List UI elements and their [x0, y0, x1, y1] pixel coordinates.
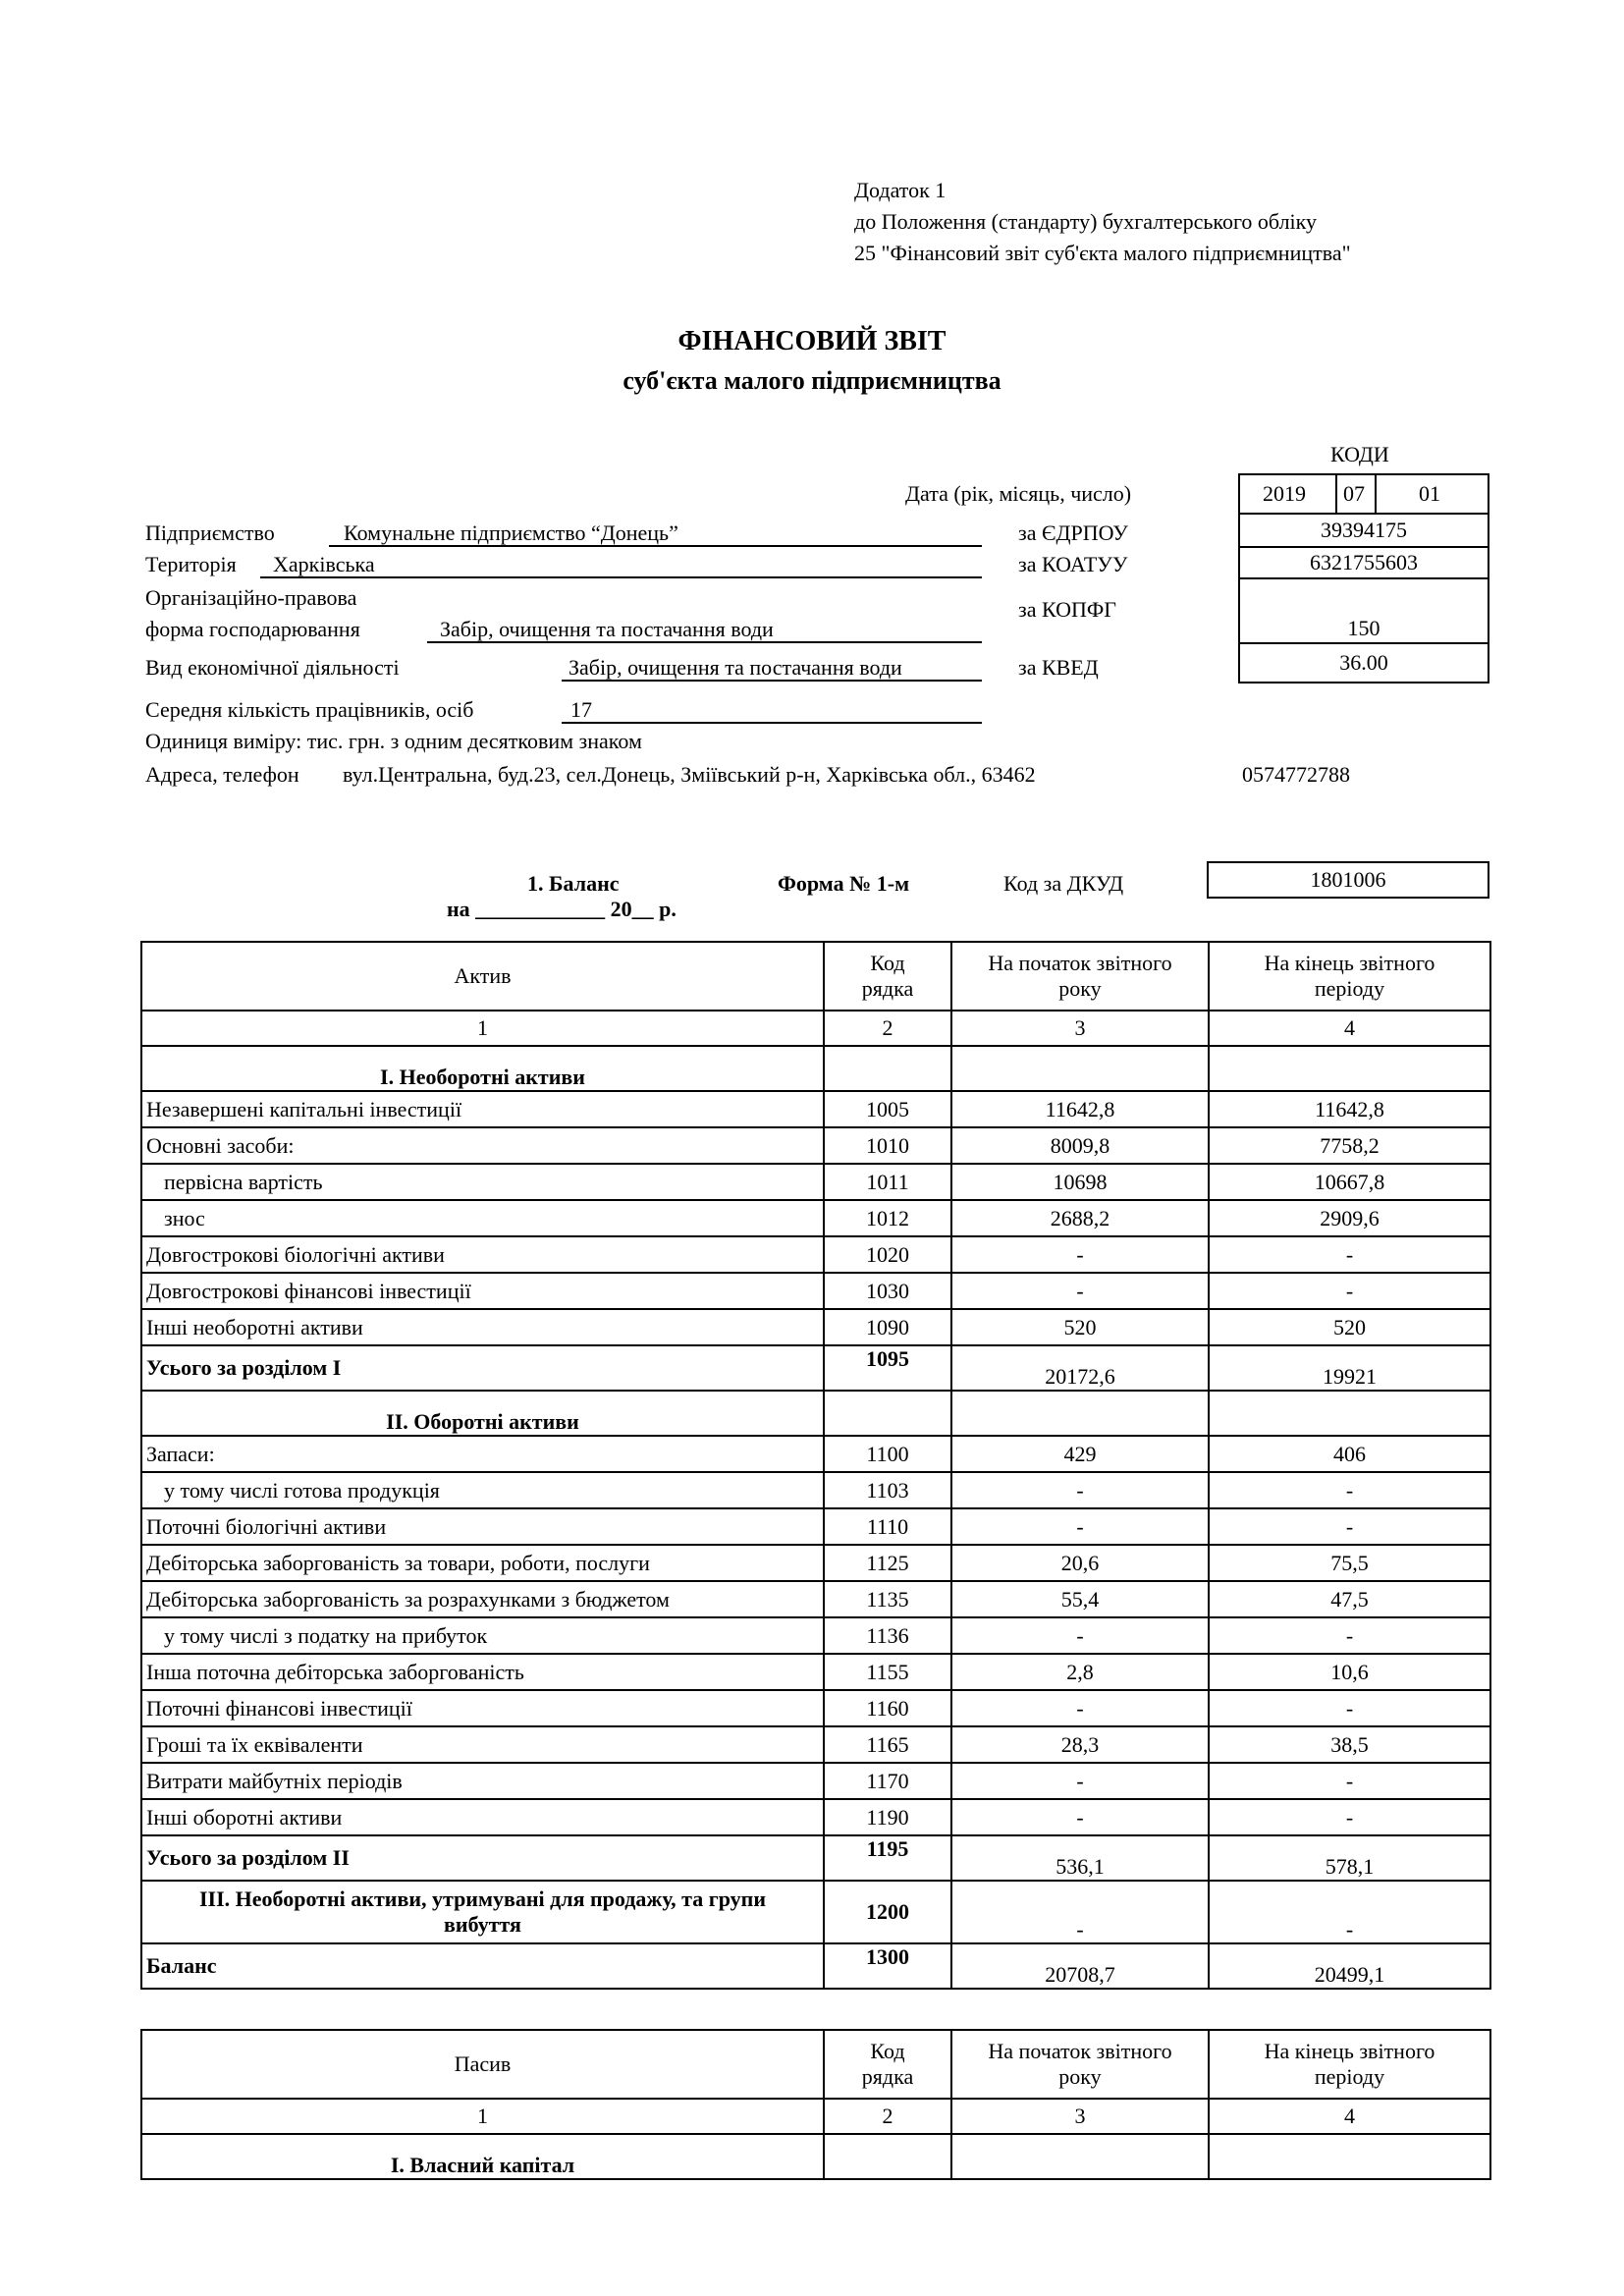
- table-header-row: [141, 942, 1490, 1011]
- row-value-end: [1209, 2134, 1490, 2179]
- row-value-start: 429: [951, 1436, 1209, 1472]
- table-row: [141, 1236, 1490, 1273]
- row-value-end: 38,5: [1209, 1726, 1490, 1763]
- row-value-end: [1209, 1391, 1490, 1436]
- row-name: Гроші та їх еквіваленти: [141, 1726, 824, 1763]
- dkud-box: [1207, 861, 1489, 899]
- row-value-end: 520: [1209, 1309, 1490, 1345]
- date-month: 07: [1343, 481, 1365, 506]
- balance-title: 1. Баланс: [527, 871, 620, 896]
- header-name: Актив: [141, 942, 824, 1011]
- header-start: На початок звітного року: [951, 942, 1209, 1011]
- row-code: 1100: [824, 1436, 951, 1472]
- row-code: 1103: [824, 1472, 951, 1508]
- row-code: 1095: [824, 1345, 951, 1391]
- employees-value: 17: [570, 697, 592, 722]
- row-value-start: [951, 2134, 1209, 2179]
- row-code: 1165: [824, 1726, 951, 1763]
- koatuu-label: за КОАТУУ: [1018, 552, 1128, 576]
- legal-form-label-line-1: Організаційно-правова: [145, 585, 357, 610]
- row-name: Основні засоби:: [141, 1127, 824, 1164]
- row-name: Баланс: [141, 1943, 824, 1989]
- activity-underline: [562, 680, 982, 682]
- table-row: [141, 1508, 1490, 1545]
- row-name: Довгострокові біологічні активи: [141, 1236, 824, 1273]
- row-value-end: 19921: [1209, 1345, 1490, 1391]
- table-row: [141, 1763, 1490, 1799]
- row-value-start: -: [951, 1690, 1209, 1726]
- row-value-end: 10,6: [1209, 1654, 1490, 1690]
- column-number: 4: [1209, 2099, 1490, 2134]
- territory-value: Харківська: [273, 552, 375, 576]
- row-code: 1300: [824, 1943, 951, 1989]
- row-value-start: 20172,6: [951, 1345, 1209, 1391]
- kopfg-label: за КОПФГ: [1018, 597, 1116, 622]
- row-name: І. Необоротні активи: [141, 1046, 824, 1091]
- table-row: [141, 1345, 1490, 1391]
- header-end: На кінець звітного періоду: [1209, 942, 1490, 1011]
- row-code: 1160: [824, 1690, 951, 1726]
- table-row: [141, 1391, 1490, 1436]
- column-number: 3: [951, 1011, 1209, 1046]
- row-value-start: -: [951, 1799, 1209, 1835]
- row-value-end: 11642,8: [1209, 1091, 1490, 1127]
- row-name: у тому числі з податку на прибуток: [141, 1617, 824, 1654]
- activity-value: Забір, очищення та постачання води: [568, 655, 902, 680]
- kopfg-value: 150: [1347, 616, 1380, 640]
- row-name: Інші оборотні активи: [141, 1799, 824, 1835]
- row-name: Поточні біологічні активи: [141, 1508, 824, 1545]
- table-row: [141, 1943, 1490, 1989]
- row-name: знос: [141, 1200, 824, 1236]
- row-name: Дебіторська заборгованість за товари, роботи, послуги: [141, 1545, 824, 1581]
- date-year: 2019: [1263, 481, 1306, 506]
- row-value-start: 8009,8: [951, 1127, 1209, 1164]
- row-code: [824, 2134, 951, 2179]
- row-name: Усього за розділом ІІ: [141, 1835, 824, 1881]
- row-name: Незавершені капітальні інвестиції: [141, 1091, 824, 1127]
- row-name: первісна вартість: [141, 1164, 824, 1200]
- enterprise-underline: [329, 545, 982, 547]
- edrpou-value: 39394175: [1321, 518, 1407, 542]
- row-name: Витрати майбутніх періодів: [141, 1763, 824, 1799]
- address-value: вул.Центральна, буд.23, сел.Донець, Зміївський р-н, Харківська обл., 63462: [343, 762, 1036, 787]
- table-header-row: [141, 2030, 1490, 2099]
- activity-label: Вид економічної діяльності: [145, 655, 400, 680]
- row-value-start: 28,3: [951, 1726, 1209, 1763]
- row-value-start: 536,1: [951, 1835, 1209, 1881]
- row-value-end: 10667,8: [1209, 1164, 1490, 1200]
- territory-underline: [260, 576, 982, 578]
- header-name: Пасив: [141, 2030, 824, 2099]
- phone-value: 0574772788: [1242, 762, 1350, 787]
- row-value-start: 10698: [951, 1164, 1209, 1200]
- row-code: 1012: [824, 1200, 951, 1236]
- row-value-start: -: [951, 1763, 1209, 1799]
- row-code: 1030: [824, 1273, 951, 1309]
- appendix-line-3: 25 "Фінансовий звіт суб'єкта малого підприємництва": [854, 241, 1351, 265]
- row-value-start: -: [951, 1236, 1209, 1273]
- row-value-end: -: [1209, 1273, 1490, 1309]
- row-code: 1195: [824, 1835, 951, 1881]
- kved-box: [1238, 642, 1489, 683]
- row-name: Дебіторська заборгованість за розрахунками з бюджетом: [141, 1581, 824, 1617]
- table-row: [141, 1881, 1490, 1943]
- table-row: [141, 1127, 1490, 1164]
- row-value-start: 20,6: [951, 1545, 1209, 1581]
- codes-label: КОДИ: [1330, 442, 1389, 466]
- row-code: 1170: [824, 1763, 951, 1799]
- table-row: [141, 1726, 1490, 1763]
- territory-label: Територія: [145, 552, 237, 576]
- row-value-start: [951, 1391, 1209, 1436]
- table-row: [141, 1091, 1490, 1127]
- row-value-start: 2,8: [951, 1654, 1209, 1690]
- appendix-note: [854, 175, 1351, 269]
- row-value-end: -: [1209, 1881, 1490, 1943]
- row-value-start: 520: [951, 1309, 1209, 1345]
- column-number: 4: [1209, 1011, 1490, 1046]
- row-value-end: -: [1209, 1690, 1490, 1726]
- appendix-line-2: до Положення (стандарту) бухгалтерського обліку: [854, 209, 1318, 234]
- row-name: у тому числі готова продукція: [141, 1472, 824, 1508]
- row-code: 1090: [824, 1309, 951, 1345]
- row-value-start: -: [951, 1617, 1209, 1654]
- table-row: [141, 1545, 1490, 1581]
- table-row: [141, 1472, 1490, 1508]
- header-code: Код рядка: [824, 2030, 951, 2099]
- table-row: [141, 1046, 1490, 1091]
- column-number: 1: [141, 1011, 824, 1046]
- row-name: Усього за розділом І: [141, 1345, 824, 1391]
- row-value-start: 2688,2: [951, 1200, 1209, 1236]
- row-value-start: -: [951, 1881, 1209, 1943]
- kved-value: 36.00: [1339, 650, 1388, 675]
- document-title: ФІНАНСОВИЙ ЗВІТ: [677, 326, 947, 356]
- employees-label: Середня кількість працівників, осіб: [145, 697, 474, 722]
- row-code: 1110: [824, 1508, 951, 1545]
- row-value-end: 406: [1209, 1436, 1490, 1472]
- table-row: [141, 1654, 1490, 1690]
- row-code: 1135: [824, 1581, 951, 1617]
- row-code: 1125: [824, 1545, 951, 1581]
- row-value-end: -: [1209, 1763, 1490, 1799]
- table-numbering-row: [141, 2099, 1490, 2134]
- row-code: 1020: [824, 1236, 951, 1273]
- table-row: [141, 1835, 1490, 1881]
- row-name: Інші необоротні активи: [141, 1309, 824, 1345]
- row-value-end: -: [1209, 1508, 1490, 1545]
- row-value-end: [1209, 1046, 1490, 1091]
- row-code: 1190: [824, 1799, 951, 1835]
- edrpou-label: за ЄДРПОУ: [1018, 520, 1128, 545]
- dkud-value: 1801006: [1310, 867, 1386, 892]
- row-code: [824, 1391, 951, 1436]
- row-value-start: 20708,7: [951, 1943, 1209, 1989]
- table-row: [141, 1617, 1490, 1654]
- address-label: Адреса, телефон: [145, 762, 299, 787]
- table-row: [141, 1200, 1490, 1236]
- table-row: [141, 1581, 1490, 1617]
- column-number: 2: [824, 2099, 951, 2134]
- row-name: ІІІ. Необоротні активи, утримувані для продажу, та групи вибуття: [141, 1881, 824, 1943]
- row-code: 1010: [824, 1127, 951, 1164]
- edrpou-box: [1238, 513, 1489, 548]
- row-name: ІІ. Оборотні активи: [141, 1391, 824, 1436]
- table-row: [141, 1690, 1490, 1726]
- column-number: 2: [824, 1011, 951, 1046]
- row-code: 1155: [824, 1654, 951, 1690]
- date-divider-2: [1375, 473, 1377, 515]
- row-value-end: 7758,2: [1209, 1127, 1490, 1164]
- form-number-label: Форма № 1-м: [778, 871, 910, 896]
- row-value-end: -: [1209, 1472, 1490, 1508]
- table-row: [141, 2134, 1490, 2179]
- document-subtitle: суб'єкта малого підприємництва: [623, 366, 1001, 395]
- row-value-end: 578,1: [1209, 1835, 1490, 1881]
- column-number: 1: [141, 2099, 824, 2134]
- unit-line: Одиниця виміру: тис. грн. з одним десятковим знаком: [145, 729, 642, 753]
- header-start: На початок звітного року: [951, 2030, 1209, 2099]
- row-name: І. Власний капітал: [141, 2134, 824, 2179]
- row-value-end: 20499,1: [1209, 1943, 1490, 1989]
- kved-label: за КВЕД: [1018, 655, 1099, 680]
- table-row: [141, 1273, 1490, 1309]
- row-code: 1200: [824, 1881, 951, 1943]
- header-code: Код рядка: [824, 942, 951, 1011]
- table-row: [141, 1164, 1490, 1200]
- header-end: На кінець звітного періоду: [1209, 2030, 1490, 2099]
- table-numbering-row: [141, 1011, 1490, 1046]
- date-day: 01: [1419, 481, 1440, 506]
- row-code: 1136: [824, 1617, 951, 1654]
- row-value-end: 75,5: [1209, 1545, 1490, 1581]
- date-divider-1: [1335, 473, 1337, 515]
- balance-date-line: на ____________ 20__ р.: [447, 897, 677, 921]
- column-number: 3: [951, 2099, 1209, 2134]
- row-value-start: -: [951, 1273, 1209, 1309]
- row-value-start: 11642,8: [951, 1091, 1209, 1127]
- table-row: [141, 1799, 1490, 1835]
- row-value-end: 2909,6: [1209, 1200, 1490, 1236]
- row-value-start: [951, 1046, 1209, 1091]
- dkud-label: Код за ДКУД: [1003, 871, 1124, 896]
- row-value-start: -: [951, 1472, 1209, 1508]
- row-value-end: -: [1209, 1799, 1490, 1835]
- table-row: [141, 1436, 1490, 1472]
- row-value-end: -: [1209, 1236, 1490, 1273]
- row-value-start: -: [951, 1508, 1209, 1545]
- koatuu-value: 6321755603: [1310, 550, 1418, 574]
- row-code: [824, 1046, 951, 1091]
- legal-form-label-line-2: форма господарювання: [145, 617, 360, 641]
- employees-underline: [562, 722, 982, 724]
- row-value-start: 55,4: [951, 1581, 1209, 1617]
- date-label: Дата (рік, місяць, число): [905, 481, 1132, 506]
- kopfg-box: [1238, 577, 1489, 644]
- liabilities-table: [140, 2029, 1491, 2180]
- row-name: Інша поточна дебіторська заборгованість: [141, 1654, 824, 1690]
- table-row: [141, 1309, 1490, 1345]
- legal-form-value: Забір, очищення та постачання води: [440, 617, 774, 641]
- row-code: 1011: [824, 1164, 951, 1200]
- enterprise-value: Комунальне підприємство “Донець”: [344, 520, 678, 545]
- legal-form-underline: [427, 641, 982, 643]
- koatuu-box: [1238, 546, 1489, 579]
- row-value-end: -: [1209, 1617, 1490, 1654]
- enterprise-label: Підприємство: [145, 520, 275, 545]
- row-code: 1005: [824, 1091, 951, 1127]
- assets-table: [140, 941, 1491, 1990]
- row-value-end: 47,5: [1209, 1581, 1490, 1617]
- row-name: Поточні фінансові інвестиції: [141, 1690, 824, 1726]
- row-name: Довгострокові фінансові інвестиції: [141, 1273, 824, 1309]
- appendix-line-1: Додаток 1: [854, 178, 947, 202]
- row-name: Запаси:: [141, 1436, 824, 1472]
